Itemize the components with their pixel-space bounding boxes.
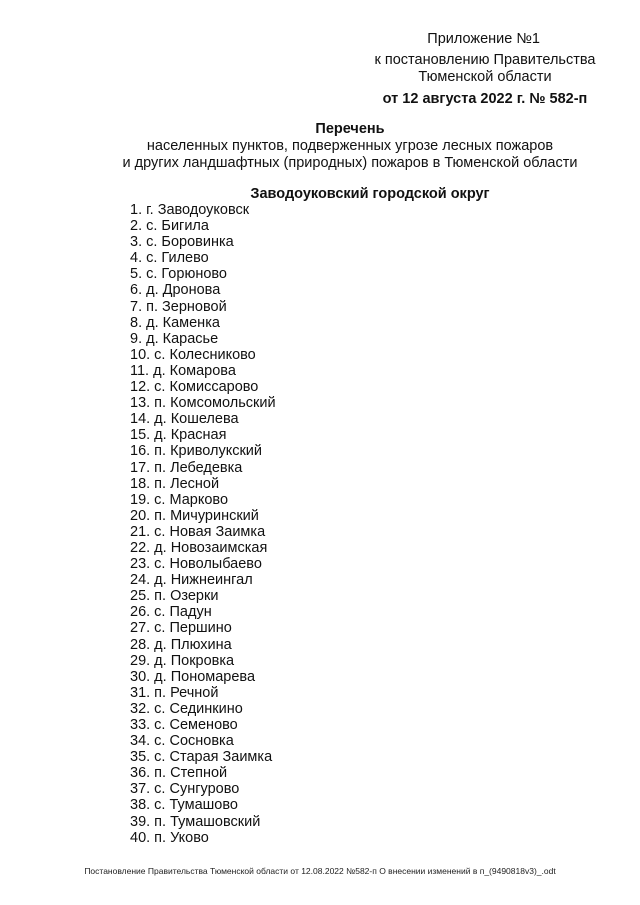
list-item: 16. п. Криволукский [130, 443, 263, 460]
list-item: 26. с. Падун [130, 604, 212, 621]
list-item: 13. п. Комсомольский [130, 395, 276, 412]
list-item: 40. п. Уково [130, 829, 209, 846]
list-item: 8. д. Каменка [130, 314, 220, 331]
subtitle-line-2: и других ландшафтных (природных) пожаров в Тюменской области [122, 155, 578, 171]
list-item: 34. с. Сосновка [130, 733, 234, 750]
document-title: Перечень [315, 121, 385, 137]
list-item: 30. д. Пономарева [130, 668, 256, 685]
page-footer: Постановление Правительства Тюменской области от 12.08.2022 №582-п О внесении изменений в п_(9490818v3)_.odt [84, 866, 556, 876]
subtitle-line-1: населенных пунктов, подверженных угрозе лесных пожаров [146, 138, 554, 154]
list-item: 1. г. Заводоуковск [130, 202, 250, 218]
list-item: 24. д. Нижнеингал [130, 572, 253, 589]
list-item: 14. д. Кошелева [130, 411, 239, 428]
list-item: 19. с. Марково [130, 491, 229, 508]
list-item: 4. с. Гилево [130, 250, 209, 267]
list-item: 10. с. Колесниково [130, 346, 256, 363]
list-item: 11. д. Комарова [130, 362, 236, 379]
decree-reference [340, 52, 630, 86]
list-item: 15. д. Красная [130, 427, 227, 444]
list-item: 18. п. Лесной [130, 475, 220, 492]
list-item: 35. с. Старая Заимка [130, 749, 273, 766]
list-item: 3. с. Боровинка [130, 234, 234, 251]
list-item: 21. с. Новая Заимка [130, 523, 266, 540]
list-item: 22. д. Новозаимская [130, 539, 268, 556]
list-item: 20. п. Мичуринский [130, 507, 259, 524]
list-item: 39. п. Тумашовский [130, 813, 261, 830]
list-item: 36. п. Степной [130, 765, 228, 782]
list-item: 37. с. Сунгурово [130, 781, 240, 798]
list-item: 29. д. Покровка [130, 652, 235, 669]
decree-line-1: к постановлению Правительства [374, 52, 596, 68]
list-item: 6. д. Дронова [130, 282, 221, 299]
appendix-number: Приложение №1 [427, 31, 540, 47]
list-item: 28. д. Плюхина [130, 636, 232, 653]
list-item: 12. с. Комиссарово [130, 379, 259, 396]
list-item: 5. с. Горюново [130, 266, 227, 283]
list-item: 31. п. Речной [130, 684, 219, 701]
list-item: 38. с. Тумашово [130, 797, 238, 814]
decree-date: от 12 августа 2022 г. № 582-п [382, 91, 588, 107]
list-item: 7. п. Зерновой [130, 298, 227, 315]
document-subtitle [0, 138, 640, 172]
list-item: 27. с. Першино [130, 620, 232, 637]
list-item: 9. д. Карасье [130, 330, 219, 347]
district-heading: Заводоуковский городской округ [250, 186, 490, 202]
list-item: 2. с. Бигила [130, 218, 209, 235]
settlement-list [130, 202, 276, 846]
list-item: 33. с. Семеново [130, 717, 238, 733]
decree-line-2: Тюменской области [418, 69, 552, 85]
list-item: 17. п. Лебедевка [130, 459, 243, 476]
list-item: 23. с. Новолыбаево [130, 556, 262, 573]
list-item: 25. п. Озерки [130, 588, 219, 605]
list-item: 32. с. Сединкино [130, 700, 243, 717]
